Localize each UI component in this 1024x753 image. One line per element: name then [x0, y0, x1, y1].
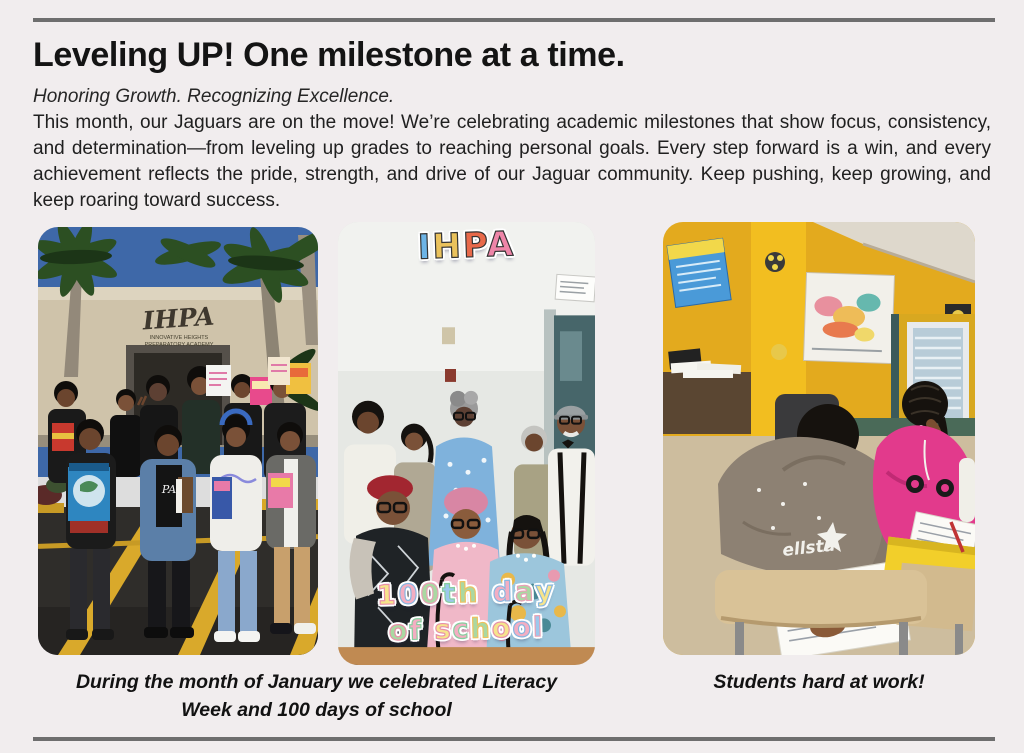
ihpa-bubble-overlay: IHPA	[417, 224, 516, 268]
door-sign	[555, 274, 595, 301]
caption-literacy-week	[38, 668, 595, 724]
classroom-illustration	[663, 222, 975, 655]
photo-students-working	[663, 222, 975, 655]
photo-100th-day	[338, 222, 595, 665]
us-map-poster	[803, 272, 894, 363]
fire-alarm	[445, 369, 456, 382]
hundredth-day-overlay-line1: 100th day	[376, 575, 557, 612]
photo-literacy-week	[38, 227, 318, 655]
intro-paragraph: This month, our Jaguars are on the move! We’re celebrating academic milestones that show focus, consistency, and determination—from leveling up grades to reaching personal goals. Every step forward is a win, and every achievement reflects the pride, strength, and drive of our Jaguar community. Keep pushing, keep growing, and keep roaring toward success.	[33, 112, 991, 211]
building-subtext-2: PREPARATORY ACADEMY	[144, 342, 214, 348]
top-divider	[33, 18, 995, 22]
building-logo-text: IHPA	[141, 301, 216, 336]
hundredth-day-overlay-line2: of school	[388, 611, 545, 648]
page-title: Leveling UP! One milestone at a time.	[33, 36, 625, 74]
svg-text:PA: PA	[161, 483, 177, 496]
floor	[338, 647, 595, 665]
page-subtitle: Honoring Growth. Recognizing Excellence.	[33, 86, 395, 107]
svg-text:ellsta: ellsta	[781, 535, 837, 561]
literacy-photo-illustration	[38, 227, 318, 655]
bottom-divider	[33, 737, 995, 741]
caption-students-working: Students hard at work!	[713, 671, 925, 693]
caption-literacy-line2: Week and 100 days of school	[181, 699, 452, 721]
caption-literacy-line1: During the month of January we celebrated Literacy	[75, 671, 558, 693]
wall-plate	[442, 327, 455, 344]
wall-poster-1	[667, 238, 731, 307]
building-subtext-1: INNOVATIVE HEIGHTS	[149, 335, 209, 341]
